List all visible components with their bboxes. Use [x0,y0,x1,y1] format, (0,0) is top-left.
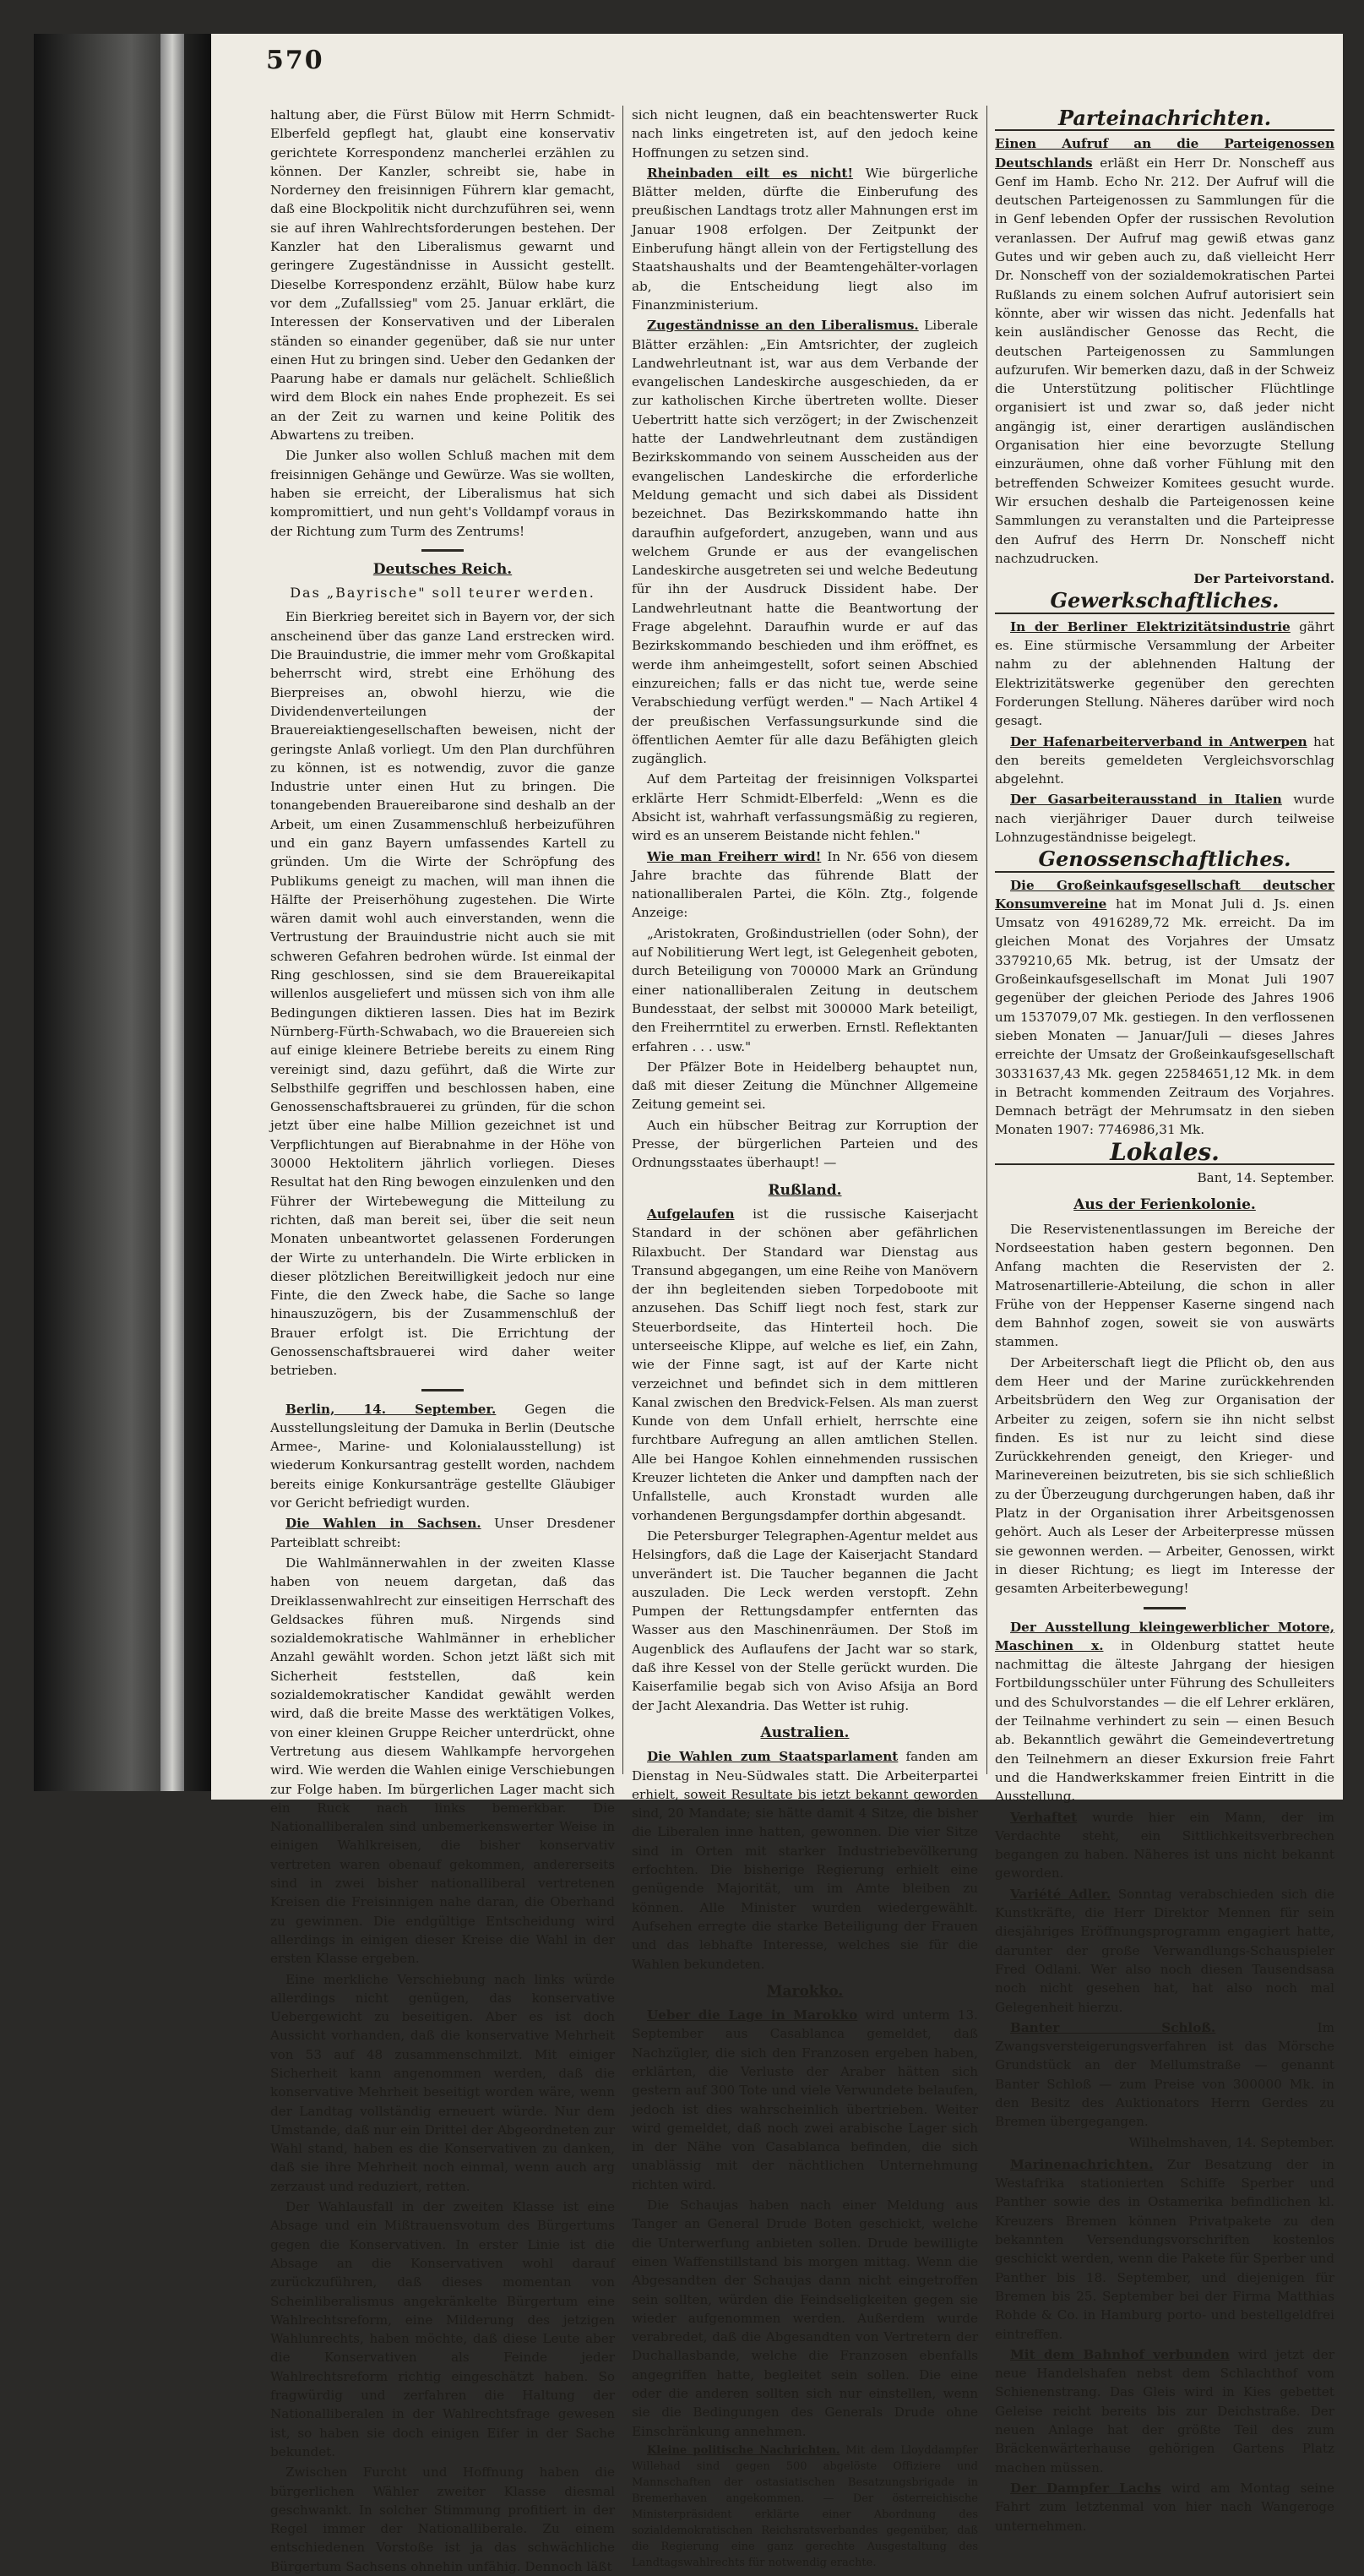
article-keyword: Rheinbaden eilt es nicht! [647,165,854,181]
article-text: Ein Bierkrieg bereitet sich in Bayern vor, der sich anscheinend über das ganze Land erstrecken wird. Die Brauindustrie, die immer mehr vom Großkapital beherrscht wird, strebt eine Erhöhung des Bierpreises an, obwohl hierzu, wie die Dividendenverteilungen der Brauereiaktiengesellschaften beweisen, nicht der geringste Anlaß vorliegt. Um den Plan durchführen zu können, ist es notwendig, zuvor die ganze Industrie unter einen Hut zu bringen. Die tonangebenden Brauereibarone sind deshalb an der Arbeit, um einen Zusammenschluß herbeizuführen und ein ganz Bayern umfassendes Kartell zu gründen. Um die Wirte der Schröpfung des Publikums geneigt zu machen, will man ihnen die Hälfte der Preiserhöhung zugestehen. Die Wirte wären damit wohl auch einverstanden, wenn die Vertrustung der Brauindustrie nicht auch sie mit schweren Gefahren bedrohen würde. Ist einmal der Ring geschlossen, sind sie dem Brauereikapital willenlos ausgeliefert und müssen sich von ihm alle Bedingungen diktieren lassen. Dies hat im Bezirk Nürnberg-Fürth-Schwabach, wo die Brauereien sich auf einige kleinere Betriebe bereits zu einem Ring vereinigt sind, dazu geführt, daß die Wirte zur Selbsthilfe gegriffen und beschlossen haben, eine Genossenschaftsbrauerei zu gründen, für die schon jetzt über eine halbe Million gezeichnet ist und Verpflichtungen auf Bierabnahme in der Höhe von 30000 Hektolitern jährlich vorliegen. Dieses Resultat hat den Ring bewogen einzulenken und den Führer der Wirtebewegung die Mitteilung zu richten, daß man bereit sei, über die seit neun Monaten unbeantwortet gelassenen Forderungen der Wirte zu unterhandeln. Die Wirte erblicken in dieser plötzlichen Bereitwilligkeit jedoch nur eine Finte, die den Zweck habe, die Sache so lange hinauszuzögern, bis der Zusammenschluß der Brauer erfolgt ist. Die Errichtung der Genossenschaftsbrauerei wird daher weiter betrieben. [270,609,615,1379]
column-rule [622,106,623,1774]
article-keyword: Verhaftet [1010,1809,1078,1825]
section-heading: Australien. [760,1724,850,1741]
newspaper-page [211,34,1343,2574]
article-text: hat den bereits gemeldeten Vergleichsvorschlag abgelehnt. [995,733,1334,787]
article-text: Gegen die Ausstellungsleitung der Damuka in Berlin (Deutsche Armee-, Marine- und Kolonialausstellung) ist wiederum Konkursantrag gestellt worden, nachdem bereits einige Konkursanträge gestellte Gläubiger vor Gericht befriedigt wurden. [270,1401,616,1511]
article-text: Eine merkliche Verschiebung nach links würde allerdings nicht genügen, das konservative Uebergewicht zu beseitigen. Aber es ist doch Aussicht vorhanden, daß die konservative Mehrheit von 53 auf 48 zusammenschmilzt. Mit einiger Sicherheit kann angenommen werden, daß die konservative Mehrheit beseitigt worden wäre, wenn der Landtag vollständig erneuert würde. Nur dem Umstande, daß nur ein Drittel der Abgeordneten zur Wahl stand, haben es die Konservativen zu danken, daß sie ihre Mehrheit noch einmal, wenn auch arg zerzaust und reduziert, retten. [270,1971,615,2194]
article-text: wurde nach vierjähriger Dauer durch teilweise Lohnzugeständnisse beigelegt. [995,792,1334,845]
binding-stripe [160,34,184,1791]
article-text: Zur Besatzung der in Westafrika stationierten Schiffe Sperber und Panther sowie des in Ostamerika befindlichen kl. Kreuzers Bremen können Privatpakete zu den bekannten Versendungsvorschriften kostenlos geschickt werden, wenn die Pakete für Sperber und Panther bis 18. September, und diejenigen für Bremen bis 25. September bei der Firma Matthias Rohde & Co. in Hamburg porto- und bestellgeldfrei eintreffen. [995,2156,1335,2342]
article-text: Unser Dresdener Parteiblatt schreibt: [270,1516,615,1550]
article-text: Wie bürgerliche Blätter melden, dürfte die Einberufung des preußischen Landtags trotz aller Mahnungen erst im Januar 1908 erfolgen. Der Zeitpunkt der Einberufung hängt allein von der Fertigstellung des Staatshaushalts und der Beamtengehälter-vorlagen ab, die Entscheidung liegt also im Finanzministerium. [632,165,979,313]
article-text: Zwischen Furcht und Hoffnung haben die bürgerlichen Wähler zweiter Klasse diesmal geschwankt. In solcher Stimmung profitiert in der Regel immer der Nationalliberale. Zu einem entschiedenen Vorstoße ist ja das schwächliche Bürgertum Sachsens ohnehin unfähig. Dennoch läßt [270,2464,615,2574]
article-keyword: Mit dem Bahnhof verbunden [1010,2346,1230,2362]
article-keyword: In der Berliner Elektrizitätsindustrie [1010,618,1291,634]
section-heading: Lokales. [995,1143,1334,1165]
article-text: Die Wahlmännerwahlen in der zweiten Klasse haben von neuem dargetan, daß das Dreiklassenwahlrecht zur einseitigen Herrschaft des Geldsackes führen muß. Nirgends sind sozialdemokratische Wahlmänner in erheblicher Anzahl gewählt worden. Schon jetzt läßt sich mit Sicherheit feststellen, daß kein sozialdemokratischer Kandidat gewählt werden wird, daß die breite Masse des werktätigen Volkes, von einer kleinen Gruppe Reicher unterdrückt, ohne Vertretung aus diesem Wahlkampfe hervorgehen wird. Wie werden die Wahlen einige Verschiebungen zur Folge haben. Im bürgerlichen Lager macht sich ein Ruck nach links bemerkbar. Die Nationalliberalen sind unbemerkenswerter Weise in einigen Wahlkreisen, die bisher konservativ vertreten waren obenauf gekommen, andererseits sind in zwei bisher nationalliberal vertretenen Kreisen die Freisinnigen nahe daran, die Oberhand zu gewinnen. Die endgültige Entscheidung wird allerdings in einigen dieser Kreise die Wahl in der ersten Klasse ergeben. [270,1555,615,1967]
article-text: wird am Montag seine Fahrt zum letztenmal von hier nach Wangeroge unternehmen. [995,2480,1335,2534]
article-keyword: Der Dampfer Lachs [1010,2480,1161,2496]
article-text: hat im Monat Juli d. Js. einen Umsatz von 4916289,72 Mk. erreicht. Da im gleichen Monat des Vorjahres der Umsatz 3379210,65 Mk. betrug, ist der Umsatz der Großeinkaufsgesellschaft im Monat Juli 1907 gegenüber der gleichen Periode des Jahres 1906 um 1537079,07 Mk. gestiegen. In den verflossenen sieben Monaten — Januar/Juli — dieses Jahres erreichte der Umsatz der Großeinkaufsgesellschaft 30331637,43 Mk. gegen 22584651,12 Mk. in dem in Betracht kommenden Zeitraum des Vorjahres. Demnach beträgt der Mehrumsatz in den sieben Monaten 1907: 7746986,31 Mk. [995,896,1334,1138]
article-keyword: Der Ausstellung kleingewerblicher Motore, Maschinen x. [995,1619,1334,1653]
article-text: Sonntag verabschieden sich die Kunstkräfte, die Herr Direktor Mennen für sein diesjähriges Eröffnungsprogramm engagiert hatte, darunter der große Verwandlungs-Schauspieler Fred Odlani. Wer also noch diesen Tausendsasa noch nicht gesehen hat, hat also noch mal Gelegenheit hierzu. [995,1886,1334,2015]
article-text: ist die russische Kaiserjacht Standard in der schönen aber gefährlichen Rilaxbucht. Der Standard war Dienstag aus Transund abgegangen, um eine Reihe von Manövern der ihn begleitenden sieben Torpedoboote mit anzusehen. Das Schiff liegt noch fest, stark zur Steuerbordseite, das Hinterteil hoch. Die unterseeische Klippe, auf welche es lief, ein Zahn, wie der Finne sagt, ist auf der Karte nicht verzeichnet und befindet sich in dem mittleren Kanal zwischen den Bredvick-Felsen. Als man zuerst Kunde von dem Unfall erhielt, herrschte eine furchtbare Aufregung an allen amtlichen Stellen. Alle bei Hangoe Kohlen einnehmenden russischen Kreuzer lichteten die Anker und dampften nach der Unfallstelle, auch Kronstadt wurden alle vorhandenen Bergungsdampfer dorthin abgesandt. [632,1206,978,1523]
article-keyword: Kleine politische Nachrichten. [647,2443,840,2457]
article-subheading: Das „Bayrische" soll teurer werden. [290,585,595,602]
article-text: wird unterm 13. September aus Casablanca gemeldet, daß Nachzügler, die sich den Franzosen ergeben haben, erklärten, die Verluste der Araber hätten sich gestern auf 300 Tote und viele Verwundete belaufen, jedoch ist dies wahrscheinlich übertrieben. Weiter wird gemeldet, daß noch zwei arabische Lager sich in der Nähe von Casablanca befinden, die sich unablässig mit der nächtlichen Unternehmung richten wird. [632,2007,979,2192]
column-rule [986,106,987,1774]
section-heading: Genossenschaftliches. [995,850,1334,872]
separator [1144,1607,1186,1609]
dateline: Bant, 14. September. [1197,1170,1334,1186]
article-keyword: Ueber die Lage in Marokko [647,2007,858,2023]
column-3 [995,106,1335,2534]
article-text: Der Wahlausfall in der zweiten Klasse ist eine Absage und ein Mißtrauensvotum des Bürgertums gegen die Konservativen. In erster Linie ist die Absage an die Konservativen wohl darauf zurückzuführen, daß dieses momentan von Scheinliberalismus angekränkelte Bürgertum eine Wahlrechtsreform, eine Milderung des jetzigen Wahlunrechts, haben möchte, daß diese Leute aber die Konservativen als Feinde jeder Wahlrechtsreform richtig eingeschätzt haben. So fragwürdig und zerfahren die Haltung der Nationalliberalen in der Wahlrechtsfrage gewesen ist, so haben sie doch einigen Eifer in der Sache bekundet. [270,2199,615,2459]
article-text: Der Pfälzer Bote in Heidelberg behauptet nun, daß mit dieser Zeitung die Münchner Allgemeine Zeitung gemeint sei. [632,1059,978,1113]
article-text: fanden am Dienstag in Neu-Südwales statt. Die Arbeiterpartei erhielt, soweit Resultate bis jetzt bekannt geworden sind, 20 Mandate; sie hätte damit 4 Sitze, die bisher die Liberalen inne hatten, gewonnen. Die vier Sitze sind in Orten mit starker Industriebevölkerung erfochten. Die bisherige Regierung erhielt eine genügende Majorität, um im Amte bleiben zu können. Alle Minister wurden wiedergewählt. Aufsehen erregte die starke Beteiligung der Frauen und das lebhafte Interesse, welches sie für die Wahlen bekundeten. [632,1749,979,1972]
article-text: Liberale Blätter erzählen: „Ein Amtsrichter, der zugleich Landwehrleutnant ist, war aus dem Verbande der evangelischen Landeskirche ausgeschieden, da er zur katholischen Kirche übertreten wollte. Dieser Uebertritt hatte sich verzögert; in der Zwischenzeit hatte der Landwehrleutnant dem zuständigen Bezirkskommando von seinem Ausscheiden aus der evangelischen Landeskirche die erforderliche Meldung gemacht und sich dabei als Dissident bezeichnet. Das Bezirkskommando hatte ihn daraufhin aufgefordert, anzugeben, wann und aus welchem Grunde er aus der evangelischen Landeskirche ausgetreten sei und welche Bedeutung für ihn der Ausdruck Dissident habe. Der Landwehrleutnant hatte die Beantwortung der Frage abgelehnt. Daraufhin wurde er auf das Bezirkskommando beschieden und ihm eröffnet, es werde ihm anheimgestellt, sofort seinen Abschied einzureichen; falls er das nicht tue, werde seine Verabschiedung verfügt werden." — Nach Artikel 4 der preußischen Verfassungsurkunde sind die öffentlichen Aemter für alle dazu Befähigten gleich zugänglich. [632,318,978,767]
section-heading: Parteinachrichten. [995,109,1334,131]
article-keyword: Die Wahlen in Sachsen. [285,1516,481,1532]
article-keyword: Marinenachrichten. [1010,2156,1154,2172]
article-text: wurde hier ein Mann, der im Verdachte steht, ein Sittlichkeitsverbrechen begangen zu haben. Näheres ist uns nicht bekannt geworden. [995,1809,1334,1882]
column-1 [270,106,616,2574]
separator [421,549,464,552]
article-keyword: Die Wahlen zum Staatsparlament [647,1749,899,1765]
article-text: Mit dem Lloyddampfer Willehad sind gegen 500 abgelöste Offiziere und Mannschaften der ostasiatischen Besatzungsbrigade in Bremerhaven angekommen. — Der österreichische Ministerpräsident erklärte einer Abordnung des sozialdemokratischen Reichsratsverbandes gegenüber, daß die Regierung eine ganz gerechte Ausgestaltung des Landtagswahlrechts für notwendig erachte. [632,2443,978,2569]
dateline: Berlin, 14. September. [285,1401,497,1417]
article-text: sich nicht leugnen, daß ein beachtenswerter Ruck nach links eingetreten ist, auf den jedoch keine Hoffnungen zu setzen sind. [632,107,978,161]
column-2 [632,106,979,2569]
article-text: haltung aber, die Fürst Bülow mit Herrn Schmidt-Elberfeld gepflegt hat, glaubt eine konservativ gerichtete Korrespondenz mancherlei erzählen zu können. Der Kanzler, schreibt sie, habe in Norderney den freisinnigen Führern klar gemacht, daß eine Blockpolitik nicht durchzuführen sei, wenn sie auf ihren Wahlrechtsforderungen bestehen. Der Kanzler hat den Liberalismus gewarnt und geringere Zugeständnisse in Aussicht gestellt. Dieselbe Korrespondenz erzählt, Bülow habe kurz vor dem „Zufallssieg" vom 25. Januar erklärt, die Interessen der Konservativen und der Liberalen ständen so einander gegenüber, daß sie nur unter einen Hut zu bringen sind. Ueber den Gedanken der Paarung habe er damals nur gelächelt. Schließlich wird dem Block ein nahes Ende prophezeit. Es sei an der Zeit zu warnen und keine Politik des Abwartens zu treiben. [270,107,615,444]
article-keyword: Wie man Freiherr wird! [647,848,822,864]
page-number: 570 [266,46,324,75]
article-text: Im Zwangsversteigerungsverfahren ist das Mörsche Grundstück an der Mellumstraße — genannt Banter Schloß — zum Preise von 300000 Mk. in den Besitz des Auktionators Herrn Gerdes zu Bremen übergegangen. [995,2019,1334,2130]
article-text: Auf dem Parteitag der freisinnigen Volkspartei erklärte Herr Schmidt-Elberfeld: „Wenn es die Absicht ist, wahrhaft verfassungsmäßig zu regieren, wird es an unserem Beistande nicht fehlen." [632,771,978,844]
signature: Der Parteivorstand. [1193,571,1334,587]
article-keyword: Banter Schloß. [1010,2019,1216,2035]
article-keyword: Der Hafenarbeiterverband in Antwerpen [1010,733,1307,749]
article-keyword: Die Großeinkaufsgesellschaft deutscher Konsumvereine [995,877,1334,912]
article-text: wird jetzt der neue Handelshafen nebst dem Schlachthof vom Schienenstrang. Das Gleis wird in Kies gebettet Geleise reicht bereits bis zur Deichstraße. Der neuen Anlage hat der größte Teil des zum Bräckenwärterhause gehörigen Gartens Platz machen müssen. [995,2346,1334,2475]
article-text: In Nr. 656 von diesem Jahre brachte das führende Blatt der nationalliberalen Partei, die Köln. Ztg., folgende Anzeige: [632,848,979,921]
section-heading: Deutsches Reich. [372,560,513,578]
section-heading: Gewerkschaftliches. [995,591,1334,613]
article-text: Die Junker also wollen Schluß machen mit dem freisinnigen Gehänge und Gewürze. Was sie wollten, haben sie erreicht, der Liberalismus hat sich kompromittiert, und nun geht's Volldampf voraus in der Richtung zum Turm des Zentrums! [270,448,615,539]
article-keyword: Einen Aufruf an die Parteigenossen Deutschlands [995,136,1334,171]
article-keyword: Aufgelaufen [647,1206,735,1222]
article-keyword: Zugeständnisse an den Liberalismus. [647,318,919,334]
section-heading: Marokko. [766,1982,844,2000]
article-text: Der Arbeiterschaft liegt die Pflicht ob, den aus dem Heer und der Marine zurückkehrenden Arbeitsbrüdern den Weg zur Organisation der Arbeiter zu zeigen, sofern sie ihn nicht selbst finden. Es ist nur zu leicht sind diese Zurückkehrenden geneigt, den Krieger- und Marinevereinen beizutreten, bis sie sich schließlich zu der Überzeugung durchgerungen haben, daß ihr Platz in der Organisation ihrer Arbeitsgenossen gehört. Auch als Leser der Arbeiterpresse müssen sie gewonnen werden. — Arbeiter, Genossen, wirkt in dieser Richtung; es liegt im Interesse der gesamten Arbeiterbewegung! [995,1354,1334,1597]
article-keyword: Der Gasarbeiterausstand in Italien [1010,792,1282,808]
article-text: Die Petersburger Telegraphen-Agentur meldet aus Helsingfors, daß die Lage der Kaiserjacht Standard unverändert ist. Die Taucher begannen die Jacht auszuladen. Die Leck werden verstopft. Zehn Pumpen der Rettungsdampfer entfernten das Wasser aus den Maschinenräumen. Der Stoß im Augenblick des Auflaufens der Jacht war so stark, daß ihre Kessel von der Stelle gerückt wurden. Die Kaiserfamilie begab sich von Aviso Afsija an Bord der Jacht Alexandria. Das Wetter ist ruhig. [632,1528,978,1713]
section-heading: Rußland. [768,1181,842,1199]
article-text: Die Reservistenentlassungen im Bereiche der Nordseestation haben gestern begonnen. Den Anfang machten die Reservisten der 2. Matrosenartillerie-Abteilung, die schon in aller Frühe von der Heppenser Kaserne singend nach dem Bahnhof zogen, soweit sie von auswärts stammen. [995,1221,1334,1350]
article-text: Auch ein hübscher Beitrag zur Korruption der Presse, der bürgerlichen Parteien und des Ordnungsstaates überhaupt! — [632,1117,978,1171]
dateline: Wilhelmshaven, 14. September. [1128,2134,1334,2150]
article-text: gährt es. Eine stürmische Versammlung der Arbeiter nahm zu der ablehnenden Haltung der Elektrizitätswerke gegenüber den gerechten Forderungen Stellung. Näheres darüber wird noch gesagt. [995,618,1334,729]
article-quote: „Aristokraten, Großindustriellen (oder Sohn), der auf Nobilitierung Wert legt, ist Gelegenheit geboten, durch Beteiligung von 700000 Mark an Gründung einer nationalliberalen Zeitung in deutschem Bundesstaat, der selbst mit 300000 Mark beteiligt, den Freiherrntitel zu erwerben. Ernstl. Reflektanten erfahren . . . usw." [632,925,978,1054]
article-text: erläßt ein Herr Dr. Nonscheff aus Genf im Hamb. Echo Nr. 212. Der Aufruf will die deutschen Parteigenossen zu Sammlungen für die in Genf lebenden Opfer der russischen Revolution veranlassen. Der Aufruf mag gewiß etwas ganz Gutes und wir geben auch zu, daß vielleicht Herr Dr. Nonscheff von der sozialdemokratischen Partei Rußlands zu einem solchen Aufruf autorisiert sein könnte, aber wir wissen das nicht. Jedenfalls hat kein ausländischer Genosse das Recht, die deutschen Parteigenossen zu Sammlungen aufzurufen. Wir bemerken dazu, daß in der Schweiz die Unterstützung politischer Flüchtlinge organisiert ist und zwar so, daß jeder nicht angängig ist, einer derartigen ausländischen Organisation hier eine bevorzugte Stellung einzuräumen, ohne daß vorher Fühlung mit den betreffenden Schweizer Komitees gesucht wurde. Wir ersuchen deshalb die Parteigenossen keine Sammlungen zu veranstalten und die Parteipresse den Aufruf des Herrn Dr. Nonscheff nicht nachzudrucken. [995,155,1334,566]
article-heading: Aus der Ferienkolonie. [1073,1196,1256,1214]
article-text: Die Schaujas haben nach einer Meldung aus Tanger an General Drude Boten geschickt, welche die Unterwerfung anbieten sollen. Drude bewilligte einen Waffenstillstand bis morgen mittag. Wenn die Abgesandten der Schaujas dann nicht eingetroffen sein sollten, würden die Feindseligkeiten gegen sie wieder aufgenommen werden. Außerdem wurde verabredet, daß die Abgesandten von Vertretern der Duchallasbande, welche die Franzosen ebenfalls angegriffen hatte, begleitet sein sollen. Die eine oder die anderen sollten sich nur einstellen, wenn sie die Bedingungen des Generals Drude ohne Einschränkung annehmen. [632,2197,978,2439]
article-text: in Oldenburg stattet heute nachmittag die älteste Jahrgang der hiesigen Fortbildungsschüler unter Führung des Schulleiters und des Schulvorstandes — die elf Lehrer erklären, der Teilnahme verhindert zu sein — einen Besuch ab. Bekanntlich gewährt die Gemeindevertretung den Teilnehmern an dieser Exkursion freie Fahrt und die Handwerkskammer freien Eintritt in die Ausstellung. [995,1637,1334,1805]
book-binding [34,34,211,1791]
separator [421,1389,464,1391]
article-keyword: Variété Adler. [1010,1886,1111,1902]
